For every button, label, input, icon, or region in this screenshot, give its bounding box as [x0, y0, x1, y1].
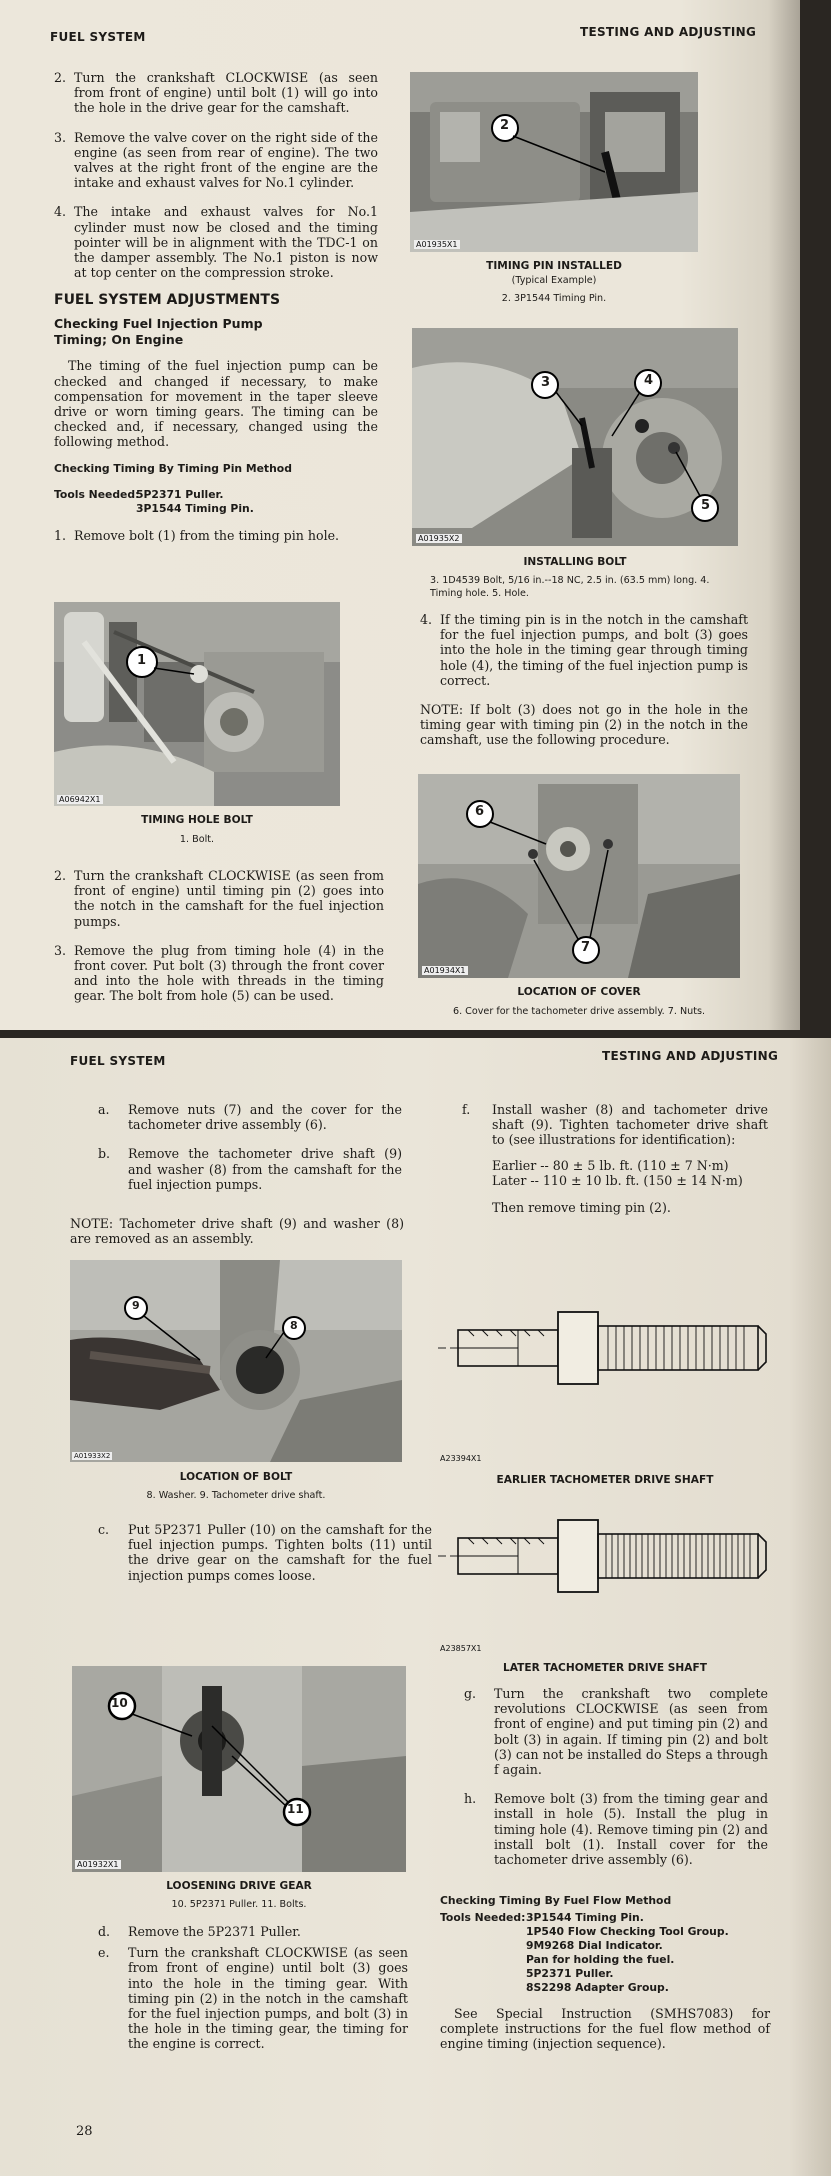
step-2: 2. Turn the crankshaft CLOCKWISE (as seen from front of engine) until bolt (1) will go into the hole in the drive gear for the camshaft. — [54, 70, 378, 116]
header-right: TESTING AND ADJUSTING — [602, 1049, 779, 1063]
timing-pin-photo — [410, 72, 698, 252]
figure-id: A23857X1 — [440, 1644, 482, 1653]
step-4: 4. The intake and exhaust valves for No.1 cylinder must now be closed and the timing pointer will be in alignment with the TDC-1 on the damper assembly. The No.1 piston is now at top center on the compression stroke. — [54, 204, 378, 281]
step-g: g. Turn the crankshaft two complete revolutions CLOCKWISE (as seen from front of engine) and put timing pin (2) and bolt (3) in again. If timing pin (2) and bolt (3) can not be installed do Steps a through f again. — [464, 1686, 768, 1778]
installing-bolt-photo — [412, 328, 738, 546]
step-e: e. Turn the crankshaft CLOCKWISE (as seen from front of engine) until bolt (3) goes into the hole in the timing gear. With timing pin (2) in the notch in the camshaft for the fuel injection pumps, and bolt (3) in the hole in the timing gear, the timing for the engine is correct. — [98, 1945, 408, 2052]
subsection-title-line1: Checking Fuel Injection Pump — [54, 316, 263, 332]
step-c: c. Put 5P2371 Puller (10) on the camshaft for the fuel injection pumps. Tighten bolts (11) until the drive gear on the camshaft for the fuel injection pumps comes loose. — [98, 1522, 432, 1583]
callout-11: 11 — [287, 1802, 304, 1816]
callout-5: 5 — [701, 498, 711, 513]
figure-caption-location-of-bolt: LOCATION OF BOLT — [179, 1471, 293, 1483]
callout-9: 9 — [132, 1299, 140, 1312]
manual-page-bottom — [0, 1038, 831, 2176]
step-d-e — [98, 1924, 408, 2052]
method-title: Checking Timing By Timing Pin Method — [54, 461, 292, 475]
timing-hole-bolt-photo — [54, 602, 340, 806]
step-h: h. Remove bolt (3) from the timing gear and install in hole (5). Install the plug in timing hole (4). Remove timing pin (2) and install bolt (1). Install cover for the tachometer drive assembly (6). — [464, 1791, 768, 1868]
callout-8: 8 — [290, 1319, 298, 1332]
figure-id: A06942X1 — [59, 795, 101, 804]
section-title: FUEL SYSTEM ADJUSTMENTS — [54, 292, 281, 309]
callout-2: 2 — [500, 118, 510, 133]
figure-id: A01933X2 — [74, 1452, 111, 1460]
step-f: f. Install washer (8) and tachometer drive shaft (9). Tighten tachometer drive shaft to (see illustrations for identification): Earlier -- 80 ± 5 lb. ft. (110 ± 7 N·m) Later -- 110 ± 10 lb. ft. (150 ± 14 N·m) Then remove timing pin (2). — [462, 1102, 768, 1216]
torque-earlier: Earlier -- 80 ± 5 lb. ft. (110 ± 7 N·m) — [492, 1157, 729, 1173]
later-shaft-drawing — [438, 1516, 772, 1596]
figure-caption-timing-pin: TIMING PIN INSTALLED — [486, 260, 622, 272]
callout-7: 7 — [581, 940, 591, 955]
figure-caption-location-of-cover: LOCATION OF COVER — [517, 986, 641, 998]
method-step-2: 2. Turn the crankshaft CLOCKWISE (as seen from front of engine) until timing pin (2) goes into the notch in the camshaft for the fuel injection pumps. — [54, 868, 384, 929]
header-left: FUEL SYSTEM — [70, 1054, 166, 1068]
right-column-text — [420, 612, 748, 748]
loosening-drive-gear-photo — [72, 1666, 406, 1872]
callout-4: 4 — [644, 373, 654, 388]
figure-caption-installing-bolt: INSTALLING BOLT — [523, 556, 627, 568]
figure-caption-timing-hole-bolt: TIMING HOLE BOLT — [141, 814, 253, 826]
manual-page-top — [0, 0, 800, 1030]
callout-1: 1 — [137, 653, 147, 668]
flow-tools-needed: Tools Needed: 3P1544 Timing Pin. 1P540 Flow Checking Tool Group. 9M9268 Dial Indicator. Pan for holding the fuel. 5P2371 Puller. 8S2298 Adapter Group. — [440, 1911, 729, 1994]
step-d: d. Remove the 5P2371 Puller. — [98, 1924, 301, 1939]
figure-id: A01935X2 — [418, 534, 460, 543]
note-bolt: NOTE: If bolt (3) does not go in the hole in the timing gear with timing pin (2) in the notch in the camshaft, use the following procedure. — [420, 702, 748, 748]
figure-legend-loosening-drive-gear: 10. 5P2371 Puller. 11. Bolts. — [171, 1899, 307, 1910]
step-3: 3. Remove the valve cover on the right side of the engine (as seen from rear of engine). The two valves at the right front of the engine are the intake and exhaust valves for No.1 cylinder. — [54, 129, 378, 191]
header-right: TESTING AND ADJUSTING — [580, 25, 757, 39]
tools-needed: Tools Needed: 5P2371 Puller. 3P1544 Timing Pin. — [54, 487, 254, 515]
figure-legend-timing-hole-bolt: 1. Bolt. — [179, 834, 215, 845]
step-b: b. Remove the tachometer drive shaft (9) and washer (8) from the camshaft for the fuel injection pumps. — [98, 1146, 402, 1192]
step-g-h — [464, 1686, 768, 1867]
figure-id: A01932X1 — [77, 1860, 119, 1869]
header-left: FUEL SYSTEM — [50, 30, 146, 44]
figure-caption-earlier-shaft: EARLIER TACHOMETER DRIVE SHAFT — [496, 1474, 714, 1486]
method-step-4: 4. If the timing pin is in the notch in the camshaft for the fuel injection pumps, and bolt (3) goes into the hole in the timing gear through timing hole (4), the timing of the fuel injection pump is correct. — [420, 612, 748, 688]
step-a: a. Remove nuts (7) and the cover for the tachometer drive assembly (6). — [98, 1102, 402, 1133]
special-instruction: See Special Instruction (SMHS7083) for complete instructions for the fuel flow method of engine timing (injection sequence). — [440, 2006, 770, 2052]
figure-caption-loosening-drive-gear: LOOSENING DRIVE GEAR — [166, 1880, 312, 1892]
method-step-1: 1. Remove bolt (1) from the timing pin hole. — [54, 527, 340, 543]
callout-6: 6 — [475, 804, 485, 819]
step-a-b — [98, 1102, 402, 1192]
callout-10: 10 — [111, 1696, 128, 1710]
figure-legend-location-of-cover: 6. Cover for the tachometer drive assembly. 7. Nuts. — [452, 1006, 706, 1017]
page-number: 28 — [76, 2124, 93, 2139]
left-column-bottom — [54, 868, 384, 1004]
then-remove-pin: Then remove timing pin (2). — [492, 1200, 671, 1216]
torque-later: Later -- 110 ± 10 lb. ft. (150 ± 14 N·m) — [492, 1172, 743, 1188]
figure-caption-later-shaft: LATER TACHOMETER DRIVE SHAFT — [503, 1662, 707, 1674]
earlier-shaft-drawing — [438, 1308, 772, 1388]
note-removed-assembly: NOTE: Tachometer drive shaft (9) and washer (8) are removed as an assembly. — [70, 1216, 404, 1247]
figure-id: A01935X1 — [416, 240, 458, 249]
subsection-title-line2: Timing; On Engine — [54, 332, 184, 348]
method-step-3: 3. Remove the plug from timing hole (4) in the front cover. Put bolt (3) through the front cover and into the hole with threads in the timing gear. The bolt from hole (5) can be used. — [54, 942, 384, 1004]
flow-method-title: Checking Timing By Fuel Flow Method — [440, 1894, 672, 1907]
intro-paragraph: The timing of the fuel injection pump can be checked and changed if necessary, to make compensation for movement in the taper sleeve drive or worn timing gears. The timing can be checked and, if necessary, changed using the following method. — [54, 358, 378, 450]
location-of-bolt-photo — [70, 1260, 402, 1462]
figure-sub-timing-pin: (Typical Example) — [511, 275, 597, 286]
figure-legend-installing-bolt: 3. 1D4539 Bolt, 5/16 in.--18 NC, 2.5 in. (63.5 mm) long. 4. Timing hole. 5. Hole. — [430, 575, 710, 599]
figure-id: A01934X1 — [424, 966, 466, 975]
left-column — [54, 70, 378, 543]
figure-id: A23394X1 — [440, 1454, 482, 1463]
figure-legend-timing-pin: 2. 3P1544 Timing Pin. — [501, 293, 607, 304]
location-of-cover-photo — [418, 774, 740, 978]
figure-legend-location-of-bolt: 8. Washer. 9. Tachometer drive shaft. — [146, 1490, 326, 1501]
callout-3: 3 — [541, 375, 551, 390]
